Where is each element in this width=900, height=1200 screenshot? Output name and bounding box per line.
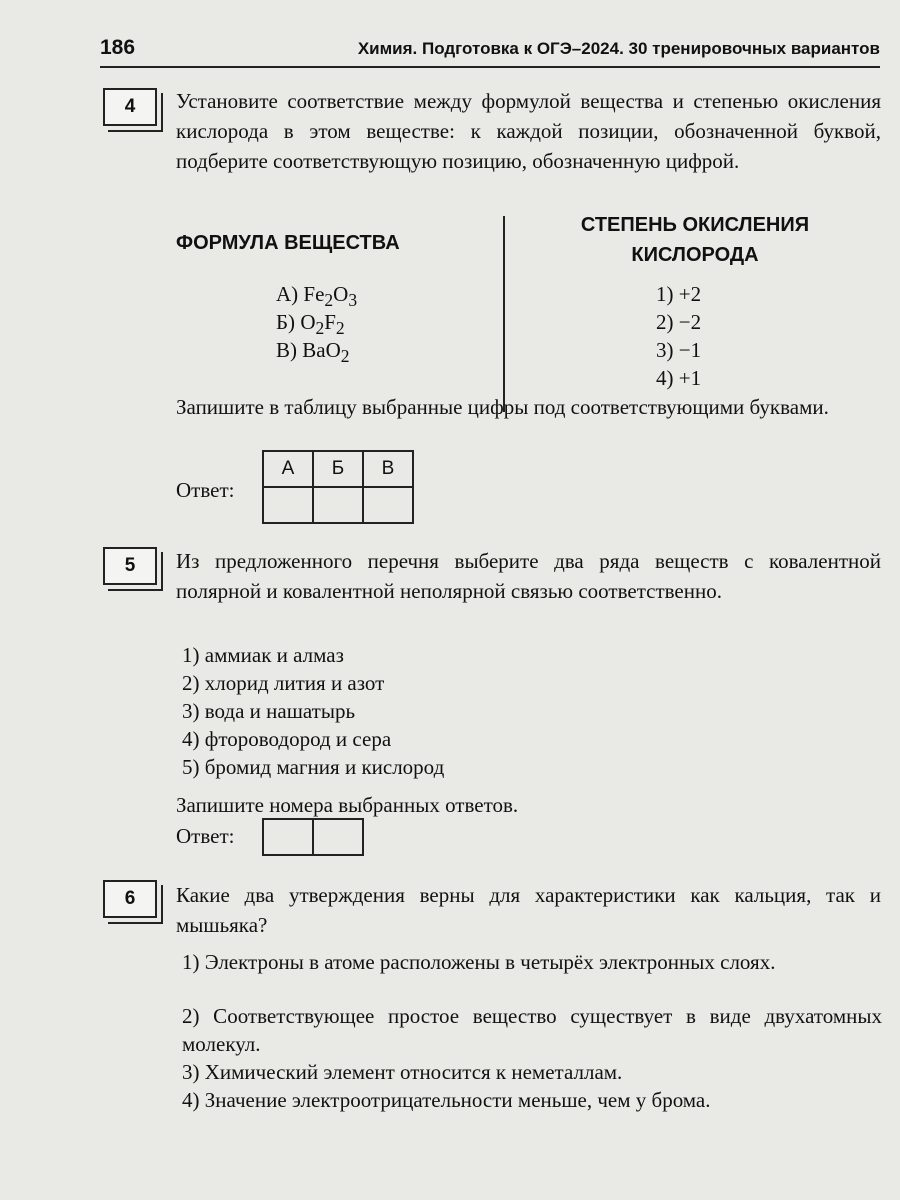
book-title: Химия. Подготовка к ОГЭ–2024. 30 тренировочных вариантов: [357, 39, 880, 58]
question-4-answer-table: [262, 450, 414, 524]
question-5-answer-label: Ответ:: [176, 824, 235, 848]
question-4-number: 4: [103, 88, 157, 126]
oxidation-state-1: 1) +2: [656, 282, 702, 306]
question-5-prompt: Из предложенного перечня выберите два ряда веществ с ковалентной полярной и ковалентной неполярной связью соответственно.: [176, 549, 881, 603]
oxidation-heading-line-1: СТЕПЕНЬ ОКИСЛЕНИЯ: [580, 214, 810, 236]
oxidation-state-3: 3) −1: [656, 338, 702, 362]
answer-header-b: Б: [313, 451, 363, 487]
question-5-answer-table: [262, 818, 364, 856]
column-divider: [503, 216, 505, 412]
question-4-answer-label: Ответ:: [176, 478, 235, 502]
formula-item-c: В) BaO$_2$: [276, 338, 350, 367]
formula-item-b: Б) $O_2F_2$: [276, 310, 345, 339]
answer-header-v: В: [363, 451, 413, 487]
answer-cell-v[interactable]: [363, 487, 413, 523]
question-5-option-1: 1) аммиак и алмаз: [182, 643, 344, 667]
question-5-number: 5: [103, 547, 157, 585]
answer-cell-a[interactable]: [263, 487, 313, 523]
answer-cell-2[interactable]: [313, 819, 363, 855]
question-5-option-2: 2) хлорид лития и азот: [182, 671, 385, 695]
question-6-option-4: 4) Значение электроотрицательности меньше, чем у брома.: [182, 1088, 711, 1112]
question-5-option-5: 5) бромид магния и кислород: [182, 755, 445, 779]
question-4-instruction: Запишите в таблицу выбранные цифры под соответствующими буквами.: [176, 395, 829, 419]
answer-cell-1[interactable]: [263, 819, 313, 855]
page-header: [100, 36, 880, 68]
oxidation-heading-line-2: КИСЛОРОДА: [631, 244, 759, 266]
question-6-option-2: 2) Соответствующее простое вещество существует в виде двухатомных молекул.: [182, 1004, 882, 1056]
answer-header-a: А: [263, 451, 313, 487]
question-5-option-4: 4) фтороводород и сера: [182, 727, 392, 751]
oxidation-state-4: 4) +1: [656, 366, 702, 390]
formula-item-a: А) $Fe_2O_3$: [276, 282, 358, 311]
question-6-number: 6: [103, 880, 157, 918]
question-4-prompt: Установите соответствие между формулой вещества и степенью окисления кислорода в этом веществе: к каждой позиции, обозначенной буквой, подберите соответствующую позицию, обозначенную цифрой.: [176, 89, 881, 173]
formula-heading: ФОРМУЛА ВЕЩЕСТВА: [176, 232, 400, 254]
page-number: 186: [100, 36, 136, 59]
question-5-instruction: Запишите номера выбранных ответов.: [176, 793, 519, 817]
oxidation-state-2: 2) −2: [656, 310, 702, 334]
question-6-option-1: 1) Электроны в атоме расположены в четырёх электронных слоях.: [182, 950, 776, 974]
answer-cell-b[interactable]: [313, 487, 363, 523]
question-5-option-3: 3) вода и нашатырь: [182, 699, 356, 723]
question-6-option-3: 3) Химический элемент относится к неметаллам.: [182, 1060, 623, 1084]
question-6-prompt: Какие два утверждения верны для характеристики как кальция, так и мышьяка?: [176, 883, 881, 937]
